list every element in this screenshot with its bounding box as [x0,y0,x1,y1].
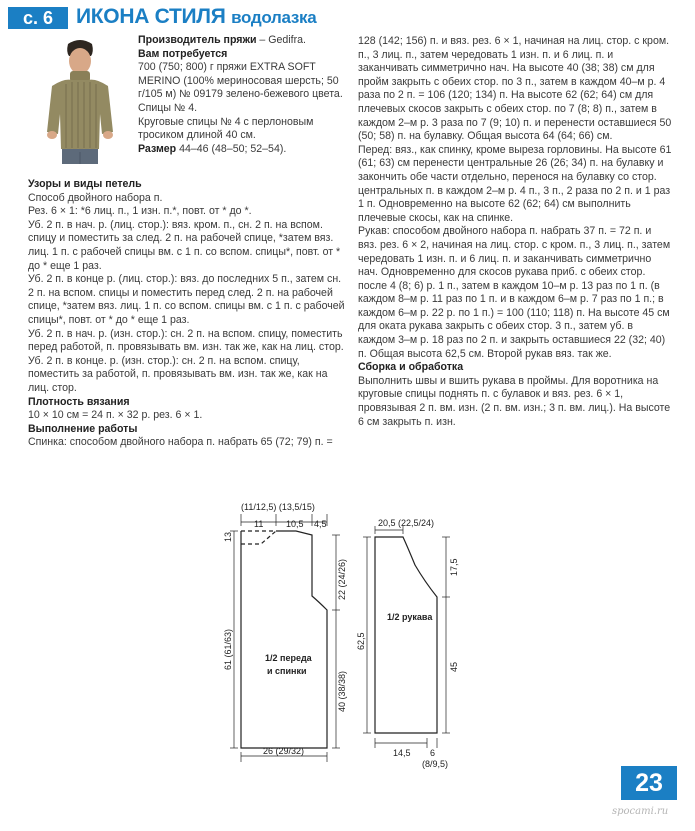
shoulder-drop-label: 4,5 [314,519,327,529]
sleeve-total-label: 62,5 [356,632,366,650]
page-number: 23 [621,766,677,800]
decrease-3-text: Уб. 2 п. в нач. р. (изн. стор.): сн. 2 п. на вспом. спицу, поместить перед работой, п. провязывать вм. изн. так же, как на лиц. стор. [28,327,344,354]
cuff-width-label: 14,5 [393,748,411,758]
patterns-column [28,178,348,450]
sleeve-piece [375,537,437,733]
cuff-side-label: 6 [430,748,436,758]
size-value: 44–46 (48–50; 52–54). [176,142,287,155]
body-label-line2: и спинки [267,666,307,676]
assembly-text: Выполнить швы и вшить рукава в проймы. Для воротника на круговые спицы поднять п. с булавок и вяз. рез. 6 × 1, провязывая 2 п. вм. изн. (2 п. вм. изн.; 3 п. вм. лиц.). На высоте 6 см закрыть п. изн. [358,374,671,428]
title-subtitle: водолазка [231,8,317,27]
decrease-4-text: Уб. 2 п. в конце. р. (изн. стор.): сн. 2 п. на вспом. спицу, поместить за работой, п. провязывать вм. изн. так же, как на лиц. стор. [28,354,328,394]
shoulder-width-label: 10,5 [286,519,304,529]
circular-needles-text: Круговые спицы № 4 с перлоновым тросиком длиной 40 см. [138,115,314,142]
yarn-value: – Gedifra. [256,34,306,46]
assembly-heading: Сборка и обработка [358,361,464,374]
cuff-side-sizes-label: (8/9,5) [422,759,449,769]
title-main: ИКОНА СТИЛЯ [76,5,226,28]
page-header [0,4,695,30]
article-title [76,5,316,29]
decrease-2-text: Уб. 2 п. в конце р. (лиц. стор.): вяз. до последних 5 п., затем сн. 2 п. на вспом. спицы и поместить перед след. 2 п. на рабочей спице, *затем вяз. лиц. 1 п. со вспом. спицы вм. с 1 п. с рабочей спицы*, повт. от * до * еще 1 раз. [28,273,345,326]
sleeve-label: 1/2 рукава [387,612,433,622]
bottom-width-label: 26 (29/32) [263,746,305,756]
model-photo [30,34,130,164]
sleeve-text: Рукав: способом двойного набора п. набрать 37 п. = 72 п. и вяз. рез. 6 × 2, начиная на лиц. стор. с кром. п., 3 лиц. п., затем чередовать 1 изн. п. и 6 лиц. п. и заканчивать симметрично нач. Одновременно для скосов рукава приб. с обеих стор. после 4 (8; 6) р. 1 п., затем в каждом 10–м р. 13 раз по 1 п. (в каждом 8–м р. 11 раз по 1 п. и в каждом 6–м р. 7 раз по 1 п.; в каждом 6–м р. 22 р. по 1 п.) = 100 (110; 118) п. На высоте 45 см для оката рукава закрыть с обеих стор. 3 п., затем уб. в каждом 3–м р. 18 раз по 2 п. и закрыть оставшиеся 22 (32; 40) п. Общая высота 62,5 см. Второй рукав вяз. так же. [358,225,671,360]
decrease-1-text: Уб. 2 п. в нач. р. (лиц. стор.): вяз. кром. п., сн. 2 п. на вспом. спицу и поместить за след. 2 п. на рабочей спице, *затем вяз. лиц. 1 п. с рабочей спицы вм. с 1 п. со вспом. спицы*, повт. от * до * еще 1 раз. [28,218,341,272]
rib-text: Рез. 6 × 1: *6 лиц. п., 1 изн. п.*, повт. от * до *. [28,205,252,218]
body-piece [241,531,327,748]
gauge-text: 10 × 10 см = 24 п. × 32 р. рез. 6 × 1. [28,409,203,422]
watermark: spocami.ru [612,806,669,817]
back-start-text: Спинка: способом двойного набора п. набрать 65 (72; 79) п. = [28,436,333,449]
front-text: Перед: вяз., как спинку, кроме выреза горловины. На высоте 61 (61; 63) см перенести центральные 26 (26; 34) п. на булавку и закончить обе части отдельно, перенося на булавку со стор. центральных п. в каждом 2–м р. 4 п., 3 п., 2 раза по 2 п. и 1 раз 1 п. Одновременно на высоте 62 (62; 64) см выполнить плечевые скосы, как на спинке. [358,143,672,224]
sleeve-cap-label: 17,5 [449,558,459,576]
body-label-line1: 1/2 переда [265,653,312,663]
armhole-height-label: 22 (24/26) [337,558,347,600]
body-dimension-lines [230,514,340,762]
cast-on-text: Способ двойного набора п. [28,191,163,204]
neck-width-label: 11 [254,519,264,529]
size-label: Размер [138,142,177,155]
top-widths-label: (11/12,5) (13,5/15) [241,502,315,512]
materials-heading: Вам потребуется [138,47,228,60]
materials-block [138,34,343,156]
back-text: 128 (142; 156) п. и вяз. рез. 6 × 1, начиная на лиц. стор. с кром. п., 3 лиц. п., затем чередовать 1 изн. п. и 6 лиц. п. и заканчивать симметрично нач. На высоте 40 (38; 38) см для пройм закрыть с обеих стор. по 3 п., затем в каждом 40–м р. 4 раза по 2 п. = 106 (120; 134) п. На высоте 62 (62; 64) см для плечевых скосов закрыть с обеих стор. по 7 (8; 8) п., затем в каждом 2–м р. 3 раза по 7 (9; 10) п. и перенести оставшиеся 50 (50; 58) п. на булавку. Общая высота 64 (64; 66) см. [358,35,672,143]
side-height-label: 40 (38/38) [337,670,347,712]
needles-text: Спицы № 4. [138,101,198,114]
sleeve-top-label: 20,5 (22,5/24) [378,518,435,528]
patterns-heading: Узоры и виды петель [28,178,142,190]
total-height-label: 61 (61/63) [223,628,233,670]
materials-text: 700 (750; 800) г пряжи EXTRA SOFT MERINO (100% мериносовая шерсть; 50 г/105 м) № 09179 зелено-бежевого цвета. [138,61,343,101]
pattern-diagram [215,500,490,770]
neck-depth-label: 13 [223,531,233,542]
gauge-heading: Плотность вязания [28,395,130,408]
yarn-label: Производитель пряжи [138,34,257,46]
page-label: с. 6 [8,7,68,29]
work-heading: Выполнение работы [28,422,138,435]
sleeve-lower-label: 45 [449,661,459,672]
instructions-column [358,35,673,429]
